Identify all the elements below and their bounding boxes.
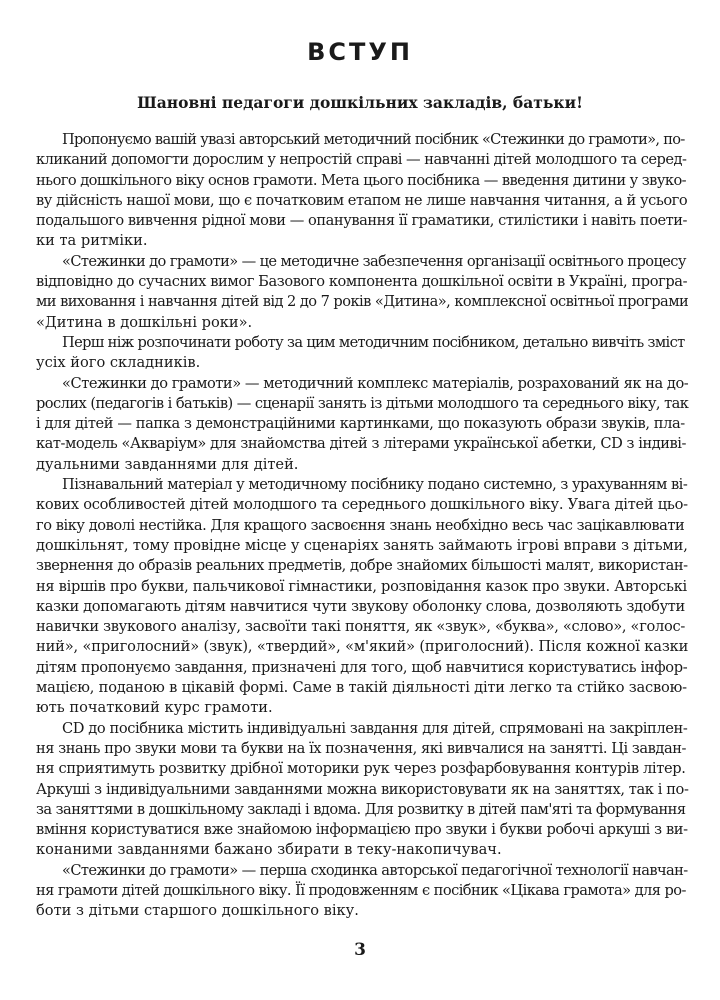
- text-line: «Стежинки до грамоти» — методичний комплекс матеріалів, розрахований як на до-: [62, 374, 689, 392]
- text-line: ють початковий курс грамоти.: [36, 699, 273, 717]
- page-title: ВСТУП: [307, 38, 413, 66]
- text-line: кат-модель «Акваріум» для знайомства дітей з літерами української абетки, CD з індиві-: [36, 435, 686, 453]
- text-line: ву дійсність нашої мови, що є початковим етапом не лише навчання читання, а й усього: [36, 191, 688, 209]
- text-line: вміння користуватися вже знайомою інформацією про звуки і букви робочі аркуші з ви-: [36, 821, 688, 839]
- paragraph: [36, 333, 688, 374]
- paragraph: [36, 252, 688, 333]
- text-line: го віку доволі нестійка. Для кращого засвоєння знань необхідно весь час зацікавлювати: [36, 516, 685, 534]
- text-line: «Стежинки до грамоти» — перша сходинка авторської педагогічної технології навчан-: [62, 861, 688, 879]
- text-line: дуальними завданнями для дітей.: [36, 455, 299, 473]
- text-line: ня сприятимуть розвитку дрібної моторики рук через розфарбовування контурів літер.: [36, 760, 686, 778]
- page-number: 3: [354, 940, 366, 960]
- text-line: кликаний допомогти дорослим у непростій справі — навчанні дітей молодшого та серед-: [36, 151, 687, 169]
- text-line: ня знань про звуки мови та букви на їх позначення, які вивчалися на занятті. Ці завдан-: [36, 739, 686, 757]
- text-line: кових особливостей дітей молодшого та середнього дошкільного віку. Увага дітей цьо-: [36, 496, 688, 514]
- text-line: рослих (педагогів і батьків) — сценарії занять із дітьми молодшого та середнього віку, так: [36, 394, 689, 412]
- paragraph: [36, 130, 688, 252]
- text-line: навички звукового аналізу, засвоїти такі поняття, як «звук», «буква», «слово», «голос-: [36, 618, 685, 636]
- text-line: ки та ритміки.: [36, 232, 148, 250]
- text-line: відповідно до сучасних вимог Базового компонента дошкільної освіти в Україні, програ-: [36, 273, 688, 291]
- text-line: «Стежинки до грамоти» — це методичне забезпечення організації освітнього процесу: [62, 252, 686, 270]
- text-line: дітям пропонуємо завдання, призначені для того, щоб навчитися користуватись інфор-: [36, 658, 688, 676]
- paragraph: [36, 719, 688, 861]
- text-line: дошкільнят, тому провідне місце у сценаріях занять займають ігрові вправи з дітьми,: [36, 536, 688, 554]
- text-line: звернення до образів реальних предметів, добре знайомих більшості малят, використан-: [36, 557, 688, 575]
- text-line: CD до посібника містить індивідуальні завдання для дітей, спрямовані на закріплен-: [62, 719, 688, 737]
- body-text: [36, 130, 688, 922]
- text-line: подальшого вивчення рідної мови — опанування її граматики, стилістики і навіть поети-: [36, 212, 688, 230]
- text-line: нього дошкільного віку основ грамоти. Мета цього посібника — введення дитини у звуко-: [36, 171, 687, 189]
- text-line: і для дітей — папка з демонстраційними картинками, що показують образи звуків, пла-: [36, 415, 685, 433]
- text-line: ня грамоти дітей дошкільного віку. Її продовженням є посібник «Цікава грамота» для ро-: [36, 881, 686, 899]
- text-line: мацією, поданою в цікавій формі. Саме в такій діяльності діти легко та стійко засвою-: [36, 679, 687, 697]
- text-line: ня віршів про букви, пальчикової гімнастики, розповідання казок про звуки. Авторські: [36, 577, 687, 595]
- text-line: усіх його складників.: [36, 354, 201, 372]
- greeting-heading: Шановні педагоги дошкільних закладів, батьки!: [137, 93, 583, 112]
- text-line: ми виховання і навчання дітей від 2 до 7 років «Дитина», комплексної освітньої програми: [36, 293, 689, 311]
- text-line: казки допомагають дітям навчитися чути звукову оболонку слова, дозволяють здобути: [36, 597, 685, 615]
- text-line: ний», «приголосний» (звук), «твердий», «м'який» (приголосний). Після кожної казки: [36, 638, 689, 656]
- paragraph: [36, 475, 688, 719]
- paragraph: [36, 374, 688, 475]
- text-line: Пізнавальний матеріал у методичному посібнику подано системно, з урахуванням ві-: [62, 476, 688, 494]
- text-line: Аркуші з індивідуальними завданнями можна використовувати як на заняттях, так і по-: [36, 780, 689, 798]
- text-line: за заняттями в дошкільному закладі і вдома. Для розвитку в дітей пам'яті та формування: [36, 800, 686, 818]
- paragraph: [36, 861, 688, 922]
- text-line: Перш ніж розпочинати роботу за цим методичним посібником, детально вивчіть зміст: [62, 333, 685, 351]
- text-line: «Дитина в дошкільні роки».: [36, 313, 253, 331]
- text-line: конаними завданнями бажано збирати в теку-накопичувач.: [36, 841, 502, 859]
- text-line: боти з дітьми старшого дошкільного віку.: [36, 902, 359, 920]
- text-line: Пропонуємо вашій увазі авторський методичний посібник «Стежинки до грамоти», по-: [62, 131, 685, 148]
